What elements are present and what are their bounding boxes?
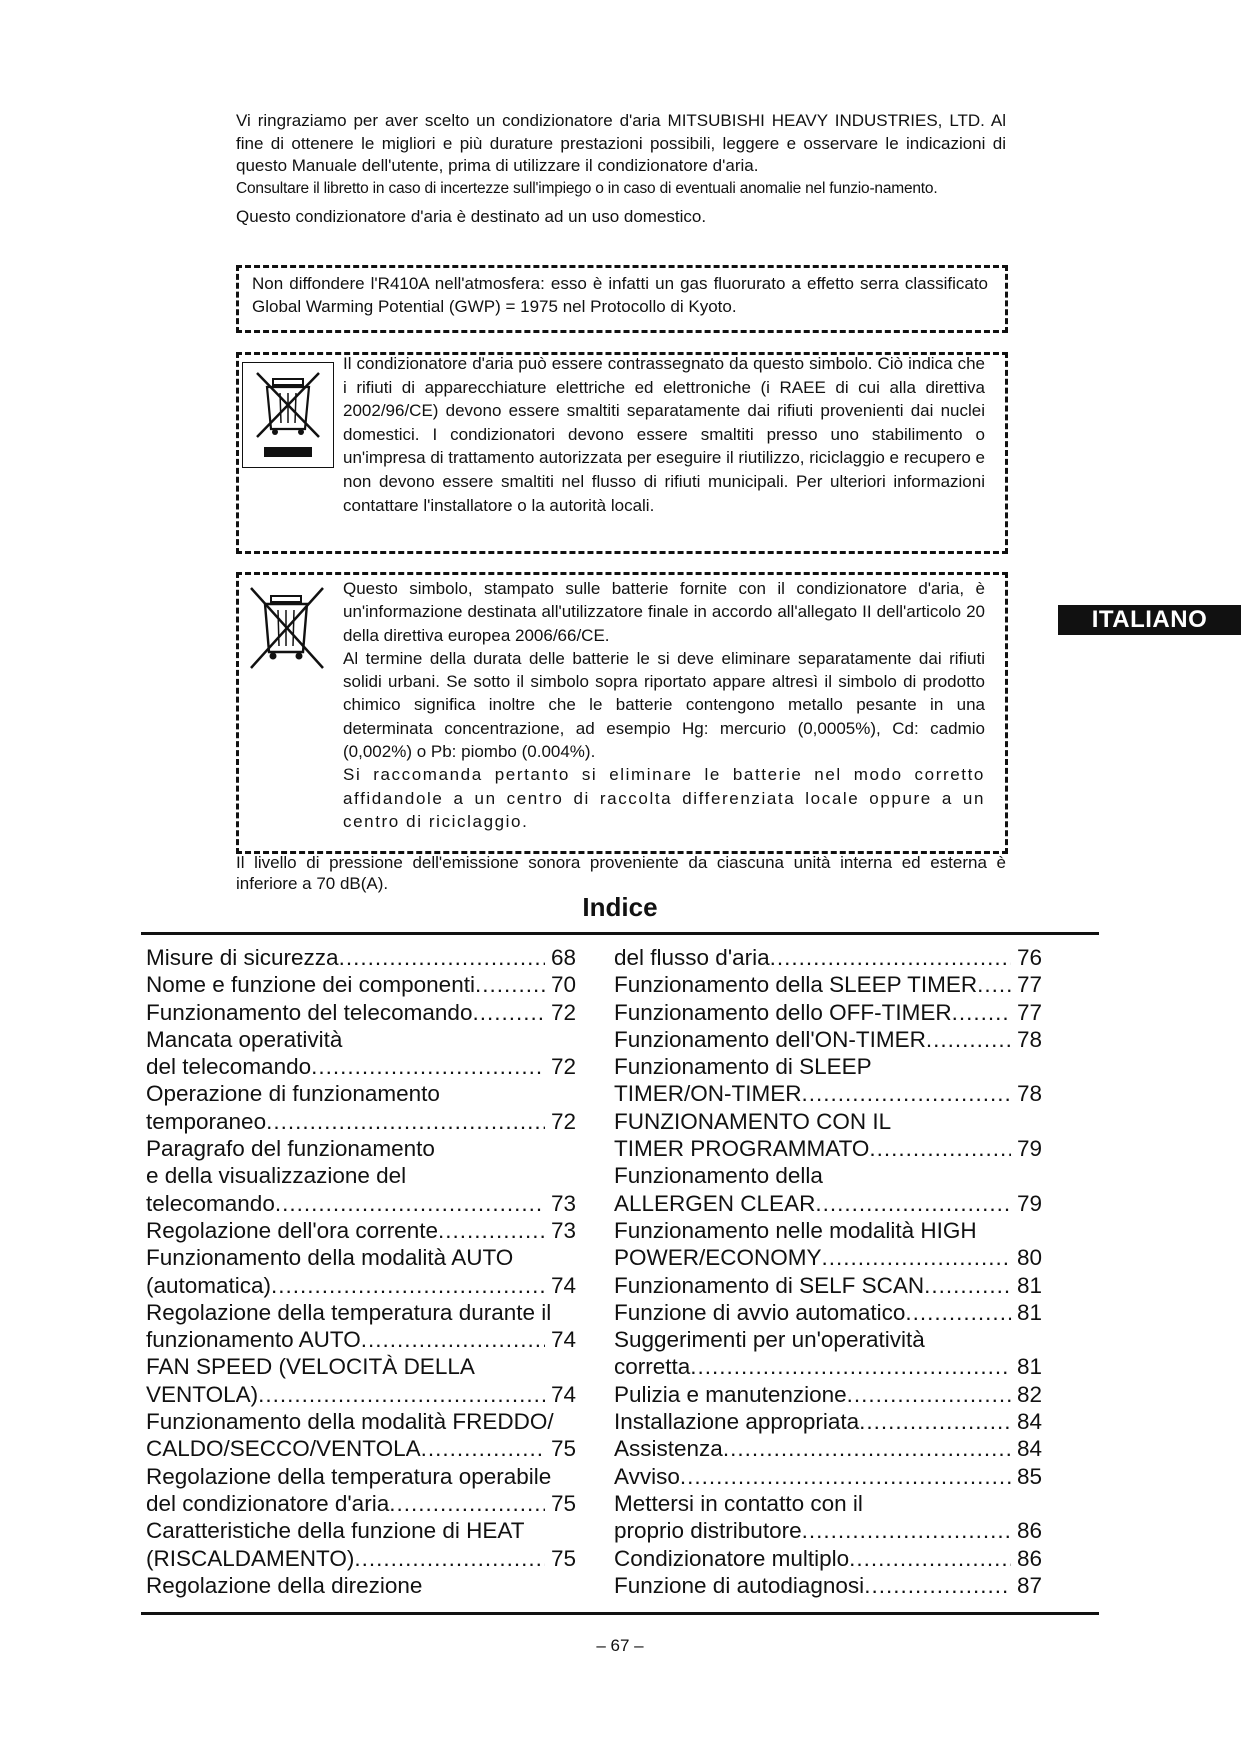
sound-note: Il livello di pressione dell'emissione sonora proveniente da ciascuna unità interna ed esterna è inferiore a 70 dB(A). <box>236 853 1006 893</box>
toc-leader-dots <box>472 999 545 1026</box>
toc-entry-title: Funzione di autodiagnosi <box>614 1572 865 1598</box>
toc-leader-dots <box>847 1381 1011 1408</box>
toc-entry-page: 86 <box>1016 1545 1042 1571</box>
toc-entry <box>614 1435 1042 1462</box>
toc-entry-page: 84 <box>1016 1436 1042 1462</box>
toc-entry-page: 74 <box>550 1381 576 1407</box>
toc-entry-page: 73 <box>550 1217 576 1243</box>
toc-entry <box>614 1545 1042 1572</box>
toc-entry-title: FAN SPEED (VELOCITÀ DELLA <box>146 1354 475 1380</box>
r410a-notice-text: Non diffondere l'R410A nell'atmosfera: esso è infatti un gas fluorurato a effetto serra classificato Global Warming Potential (GWP) = 1975 nel Protocollo di Kyoto. <box>252 274 988 316</box>
toc-entry <box>614 1490 1042 1517</box>
toc-leader-dots <box>361 1326 545 1353</box>
toc-entry-title: Funzionamento del telecomando <box>146 999 473 1025</box>
toc-entry <box>146 1190 576 1217</box>
toc-entry <box>146 1244 576 1271</box>
toc-leader-dots <box>801 1080 1010 1107</box>
toc-entry-page: 72 <box>550 999 576 1025</box>
toc-entry <box>146 971 576 998</box>
toc-entry-page: 85 <box>1016 1463 1042 1489</box>
toc-entry-page: 86 <box>1016 1518 1042 1544</box>
toc-entry-page: 72 <box>550 1054 576 1080</box>
toc-entry-title: Regolazione della temperatura operabile <box>146 1463 552 1489</box>
toc-leader-dots <box>421 1435 545 1462</box>
toc-entry <box>614 1135 1042 1162</box>
toc-entry <box>614 1244 1042 1271</box>
toc-entry <box>146 1517 576 1544</box>
toc-entry <box>146 1435 576 1462</box>
toc-entry <box>146 944 576 971</box>
toc-leader-dots <box>354 1545 545 1572</box>
toc-entry <box>614 1026 1042 1053</box>
toc-entry <box>614 1326 1042 1353</box>
toc-leader-dots <box>849 1545 1011 1572</box>
toc-entry-title: Operazione di funzionamento <box>146 1081 440 1107</box>
language-tab: ITALIANO <box>1058 605 1241 635</box>
toc-entry-page: 84 <box>1016 1409 1042 1435</box>
toc-entry <box>614 999 1042 1026</box>
toc-entry <box>614 1190 1042 1217</box>
toc-leader-dots <box>815 1190 1011 1217</box>
toc-leader-dots <box>680 1463 1011 1490</box>
intro-text-1: Vi ringraziamo per aver scelto un condizionatore d'aria MITSUBISHI HEAVY INDUSTRIES, LTD. Al fine di ottenere le migliori e più durature prestazioni possibili, leggere e osservare le indicazioni di questo Manuale dell'utente, prima di utilizzare il condizionatore d'aria. <box>236 111 1006 175</box>
toc-entry <box>146 1162 576 1189</box>
toc-entry <box>146 1463 576 1490</box>
toc-entry-title: (automatica) <box>146 1272 272 1298</box>
toc-leader-dots <box>802 1517 1011 1544</box>
toc-leader-dots <box>339 944 545 971</box>
weee-notice-text: Il condizionatore d'aria può essere contrassegnato da questo simbolo. Ciò indica che i rifiuti di apparecchiature elettriche ed elettroniche (i RAEE di cui alla direttiva 2002/96/CE) devono essere smaltiti separatamente dai rifiuti provenienti dai nuclei domestici. I condizionatori devono essere smaltiti presso uno stabilimento o un'impresa di trattamento autorizzata per eseguire il riutilizzo, riciclaggio e recupero e non devono essere smaltiti nel flusso di rifiuti municipali. Per ulteriori informazioni contattare l'installatore o la autorità locali. <box>343 354 985 515</box>
toc-leader-dots <box>869 1135 1011 1162</box>
index-bottom-rule <box>141 1612 1099 1615</box>
toc-entry-title: Funzionamento della modalità FREDDO/ <box>146 1409 554 1435</box>
toc-entry <box>614 944 1042 971</box>
toc-entry-title: TIMER/ON-TIMER <box>614 1081 802 1107</box>
toc-entry-page: 70 <box>550 972 576 998</box>
toc-entry <box>614 1108 1042 1135</box>
toc-entry <box>146 1326 576 1353</box>
toc-entry-page: 74 <box>550 1327 576 1353</box>
toc-entry-title: Assistenza <box>614 1436 723 1462</box>
intro-text-2: Consultare il libretto in caso di incertezze sull'impiego o in caso di eventuali anomalie nel funzio-namento. <box>236 179 938 197</box>
toc-entry <box>614 1408 1042 1435</box>
weee-symbol-frame <box>242 362 334 468</box>
toc-leader-dots <box>859 1408 1011 1435</box>
toc-entry-title: Funzionamento della SLEEP TIMER <box>614 972 978 998</box>
toc-entry-title: POWER/ECONOMY <box>614 1245 822 1271</box>
toc-entry-title: Funzione di avvio automatico <box>614 1299 906 1325</box>
toc-entry-page: 81 <box>1016 1299 1042 1325</box>
toc-entry <box>614 1299 1042 1326</box>
toc-entry-page: 78 <box>1016 1081 1042 1107</box>
toc-entry-title: Funzionamento di SELF SCAN <box>614 1272 925 1298</box>
intro-paragraph <box>236 110 1006 229</box>
index-top-rule <box>141 932 1099 935</box>
toc-entry <box>614 1517 1042 1544</box>
toc-entry-title: del flusso d'aria <box>614 945 770 970</box>
page-number: – 67 – <box>596 1636 644 1655</box>
toc-entry-page: 82 <box>1016 1381 1042 1407</box>
toc-entry-title: Funzionamento dell'ON-TIMER <box>614 1026 926 1052</box>
toc-entry <box>146 1080 576 1107</box>
toc-entry <box>146 1572 576 1599</box>
toc-entry-title: corretta <box>614 1354 691 1380</box>
battery-text-3: Si raccomanda pertanto si eliminare le batterie nel modo corretto affidandole a un centro di raccolta differenziata locale oppure a un centro di riciclaggio. <box>343 765 985 831</box>
toc-entry <box>146 1217 576 1244</box>
index-left-column <box>146 944 576 1599</box>
toc-entry-page: 77 <box>1016 972 1042 998</box>
toc-leader-dots <box>275 1190 545 1217</box>
toc-leader-dots <box>864 1572 1011 1599</box>
toc-leader-dots <box>271 1272 545 1299</box>
toc-entry <box>614 1162 1042 1189</box>
toc-leader-dots <box>770 944 1011 971</box>
toc-entry <box>614 1572 1042 1599</box>
toc-entry-title: proprio distributore <box>614 1518 802 1544</box>
toc-entry <box>146 1026 576 1053</box>
toc-entry-title: Mettersi in contatto con il <box>614 1490 863 1516</box>
toc-leader-dots <box>977 971 1011 998</box>
toc-entry-title: Suggerimenti per un'operatività <box>614 1327 925 1353</box>
toc-entry <box>146 1053 576 1080</box>
toc-entry-page: 79 <box>1016 1190 1042 1216</box>
toc-entry-title: Funzionamento dello OFF-TIMER <box>614 999 952 1025</box>
toc-entry-title: Nome e funzione dei componenti <box>146 972 475 998</box>
toc-leader-dots <box>258 1381 545 1408</box>
toc-entry-title: temporaneo <box>146 1108 267 1134</box>
battery-text-2: Al termine della durata delle batterie le si deve eliminare separatamente dai rifiuti solidi urbani. Se sotto il simbolo sopra riportato appare altresì il simbolo di prodotto chimico significa inoltre che le batterie contengono metallo pesante in una determinata concentrazione, ad esempio Hg: mercurio (0,0005%), Cd: cadmio (0,002%) o Pb: piombo (0.004%). <box>343 648 985 762</box>
crossed-bin-battery-icon <box>243 582 329 678</box>
toc-entry <box>614 1353 1042 1380</box>
toc-entry-title: Regolazione della direzione <box>146 1572 423 1598</box>
toc-entry-page: 76 <box>1016 945 1042 970</box>
toc-leader-dots <box>723 1435 1011 1462</box>
toc-entry-page: 72 <box>550 1108 576 1134</box>
toc-entry <box>146 1108 576 1135</box>
toc-entry <box>146 1272 576 1299</box>
toc-entry-title: funzionamento AUTO <box>146 1327 361 1353</box>
toc-entry-title: Funzionamento della <box>614 1163 823 1189</box>
toc-entry-title: Funzionamento nelle modalità HIGH <box>614 1217 977 1243</box>
toc-entry-title: telecomando <box>146 1190 275 1216</box>
toc-entry-title: Regolazione della temperatura durante il <box>146 1299 552 1325</box>
toc-entry <box>614 1381 1042 1408</box>
toc-entry-title: Funzionamento di SLEEP <box>614 1054 872 1080</box>
toc-leader-dots <box>438 1217 545 1244</box>
toc-leader-dots <box>311 1053 545 1080</box>
toc-entry-page: 73 <box>550 1190 576 1216</box>
toc-entry-title: Mancata operatività <box>146 1026 343 1052</box>
toc-entry-title: FUNZIONAMENTO CON IL <box>614 1108 892 1134</box>
toc-entry-title: VENTOLA) <box>146 1381 259 1407</box>
battery-text-1: Questo simbolo, stampato sulle batterie fornite con il condizionatore d'aria, è un'informazione destinata all'utilizzatore finale in accordo all'allegato II dell'articolo 20 della direttiva europea 2006/66/CE. <box>343 579 985 645</box>
toc-entry-page: 75 <box>550 1545 576 1571</box>
toc-entry-title: del telecomando <box>146 1054 312 1080</box>
toc-entry-title: del condizionatore d'aria <box>146 1490 390 1516</box>
toc-leader-dots <box>266 1108 545 1135</box>
toc-entry <box>146 1408 576 1435</box>
toc-entry-page: 74 <box>550 1272 576 1298</box>
toc-entry <box>614 1463 1042 1490</box>
toc-entry-page: 81 <box>1016 1272 1042 1298</box>
toc-entry <box>614 1053 1042 1080</box>
toc-entry-title: Caratteristiche della funzione di HEAT <box>146 1518 525 1544</box>
toc-entry-title: Condizionatore multiplo <box>614 1545 850 1571</box>
toc-entry-page: 78 <box>1016 1026 1042 1052</box>
toc-entry-page: 87 <box>1016 1572 1042 1598</box>
toc-leader-dots <box>926 1026 1011 1053</box>
toc-leader-dots <box>822 1244 1011 1271</box>
toc-entry-title: Misure di sicurezza <box>146 945 339 970</box>
index-title: Indice <box>582 892 658 922</box>
toc-entry-page: 80 <box>1016 1245 1042 1271</box>
toc-entry <box>146 1490 576 1517</box>
toc-entry-title: TIMER PROGRAMMATO <box>614 1136 870 1162</box>
toc-entry <box>146 1135 576 1162</box>
toc-entry-page: 75 <box>550 1490 576 1516</box>
battery-symbol <box>243 582 329 678</box>
toc-entry <box>614 971 1042 998</box>
index-right-column <box>614 944 1042 1599</box>
toc-entry-page: 77 <box>1016 999 1042 1025</box>
toc-entry-page: 79 <box>1016 1136 1042 1162</box>
crossed-bin-icon <box>243 363 333 467</box>
toc-entry-title: CALDO/SECCO/VENTOLA <box>146 1436 421 1462</box>
toc-entry <box>146 1545 576 1572</box>
toc-entry-title: Pulizia e manutenzione <box>614 1381 847 1407</box>
toc-leader-dots <box>924 1272 1011 1299</box>
toc-entry-title: ALLERGEN CLEAR <box>614 1190 816 1216</box>
toc-entry-title: Funzionamento della modalità AUTO <box>146 1245 514 1271</box>
toc-entry <box>146 1381 576 1408</box>
toc-entry <box>614 1272 1042 1299</box>
toc-entry-page: 81 <box>1016 1354 1042 1380</box>
toc-entry-title: Regolazione dell'ora corrente <box>146 1217 438 1243</box>
toc-entry-title: Avviso <box>614 1463 680 1489</box>
toc-leader-dots <box>952 999 1011 1026</box>
toc-entry-page: 68 <box>550 945 576 970</box>
toc-entry-title: Installazione appropriata <box>614 1409 860 1435</box>
intro-text-3: Questo condizionatore d'aria è destinato ad un uso domestico. <box>236 207 707 226</box>
toc-entry <box>146 1299 576 1326</box>
toc-leader-dots <box>690 1353 1011 1380</box>
toc-leader-dots <box>389 1490 545 1517</box>
toc-leader-dots <box>475 971 545 998</box>
toc-entry <box>614 1217 1042 1244</box>
toc-entry <box>614 1080 1042 1107</box>
toc-entry-title: (RISCALDAMENTO) <box>146 1545 355 1571</box>
toc-entry-title: e della visualizzazione del <box>146 1163 407 1189</box>
toc-leader-dots <box>905 1299 1011 1326</box>
toc-entry <box>146 999 576 1026</box>
battery-notice-text <box>343 577 985 833</box>
toc-entry-page: 75 <box>550 1436 576 1462</box>
toc-entry <box>146 1353 576 1380</box>
toc-entry-title: Paragrafo del funzionamento <box>146 1136 435 1162</box>
